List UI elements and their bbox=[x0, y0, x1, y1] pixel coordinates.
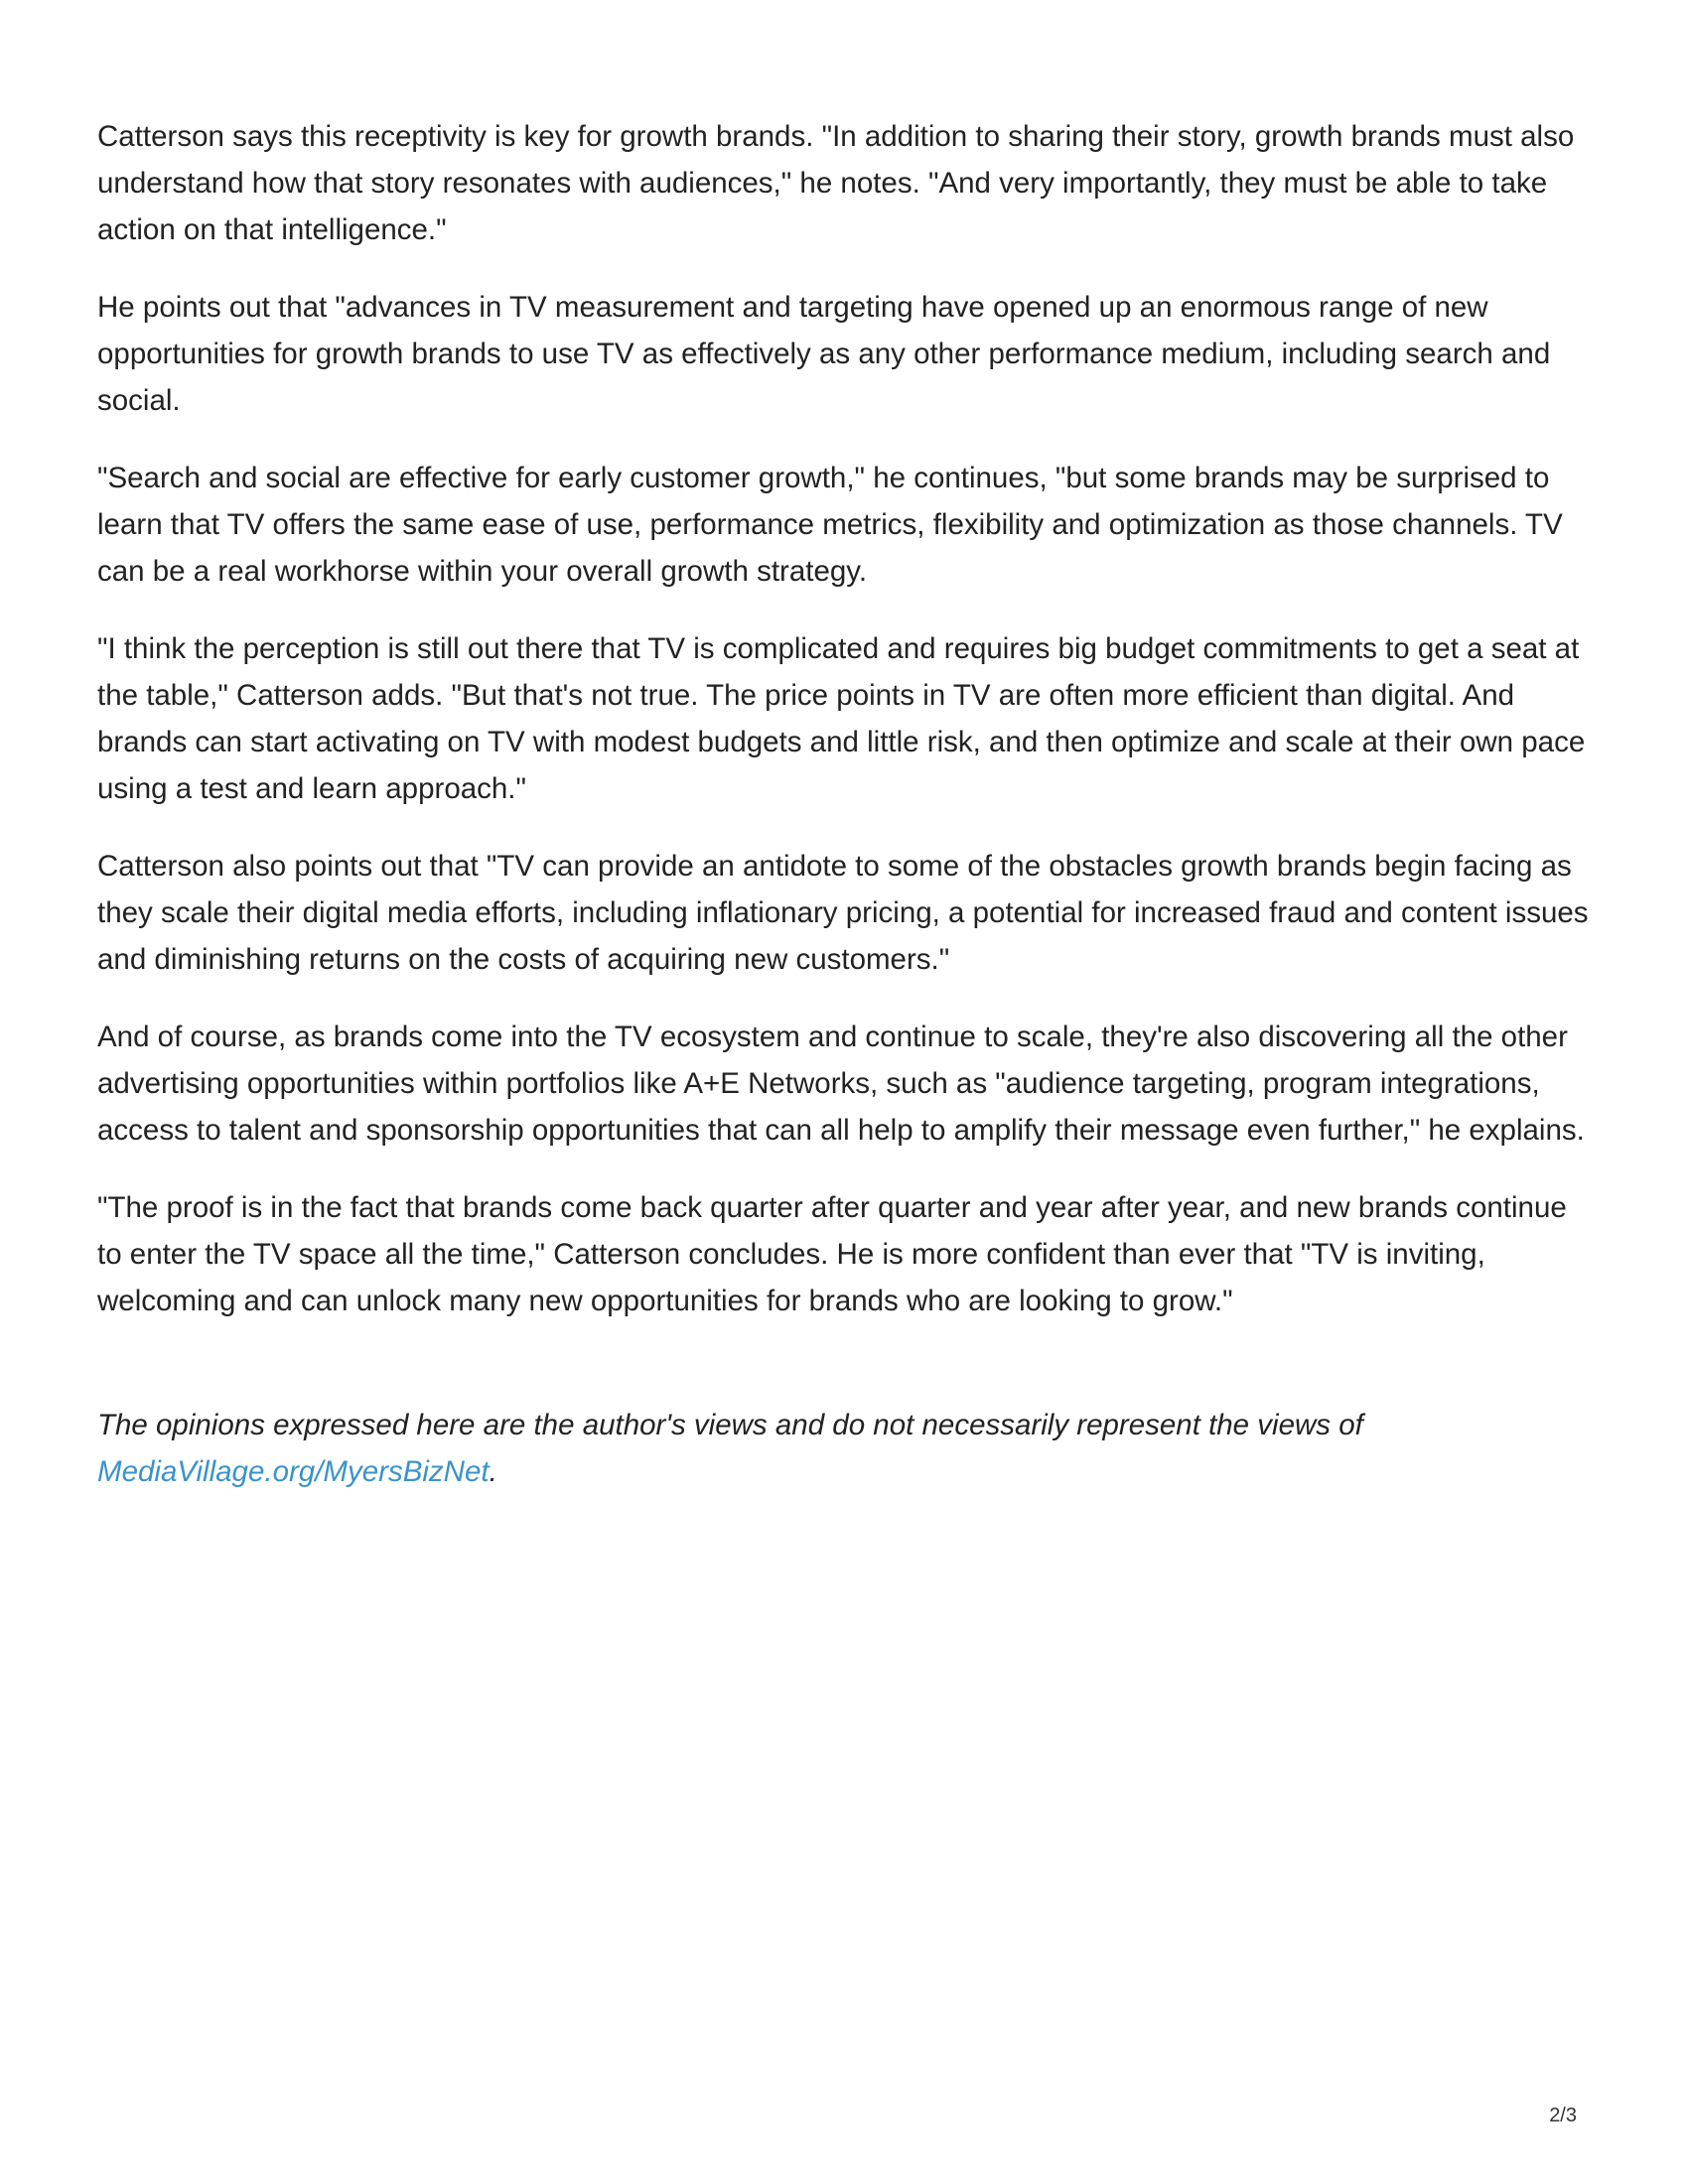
article-paragraph-2: He points out that "advances in TV measurement and targeting have opened up an enormous range of new opportunities for growth brands to use TV as effectively as any other performance medium, including search and social. bbox=[97, 291, 1551, 417]
article-paragraph-5: Catterson also points out that "TV can provide an antidote to some of the obstacles growth brands begin facing as they scale their digital media efforts, including inflationary pricing, a potential for increased fraud and content issues and diminishing returns on the costs of acquiring new customers." bbox=[97, 850, 1589, 976]
article-paragraph-3: "Search and social are effective for early customer growth," he continues, "but some brands may be surprised to learn that TV offers the same ease of use, performance metrics, flexibility and optimization as those channels. TV can be a real workhorse within your overall growth strategy. bbox=[97, 462, 1563, 588]
article-paragraph-4: "I think the perception is still out there that TV is complicated and requires big budget commitments to get a seat at the table," Catterson adds. "But that's not true. The price points in TV are often more efficient than digital. And brands can start activating on TV with modest budgets and little risk, and then optimize and scale at their own pace using a test and learn approach." bbox=[97, 632, 1586, 805]
article-paragraph-1: Catterson says this receptivity is key for growth brands. "In addition to sharing their story, growth brands must also understand how that story resonates with audiences," he notes. "And very importantly, they must be able to take action on that intelligence." bbox=[97, 120, 1575, 246]
article-paragraph-7: "The proof is in the fact that brands come back quarter after quarter and year after year, and new brands continue to enter the TV space all the time," Catterson concludes. He is more confident than ever that "TV is inviting, welcoming and can unlock many new opportunities for brands who are looking to grow." bbox=[97, 1191, 1567, 1317]
disclaimer bbox=[97, 1402, 1597, 1495]
disclaimer-text: The opinions expressed here are the author's views and do not necessarily represent the views of bbox=[97, 1409, 1363, 1441]
page-number: 2/3 bbox=[1549, 2105, 1577, 2126]
article-body bbox=[97, 113, 1597, 1495]
article-paragraph-6: And of course, as brands come into the TV ecosystem and continue to scale, they're also discovering all the other advertising opportunities within portfolios like A+E Networks, such as "audience targeting, program integrations, access to talent and sponsorship opportunities that can all help to amplify their message even further," he explains. bbox=[97, 1021, 1585, 1147]
mediavillage-link[interactable]: MediaVillage.org/MyersBizNet bbox=[97, 1455, 490, 1488]
disclaimer-trailing: . bbox=[489, 1455, 497, 1488]
